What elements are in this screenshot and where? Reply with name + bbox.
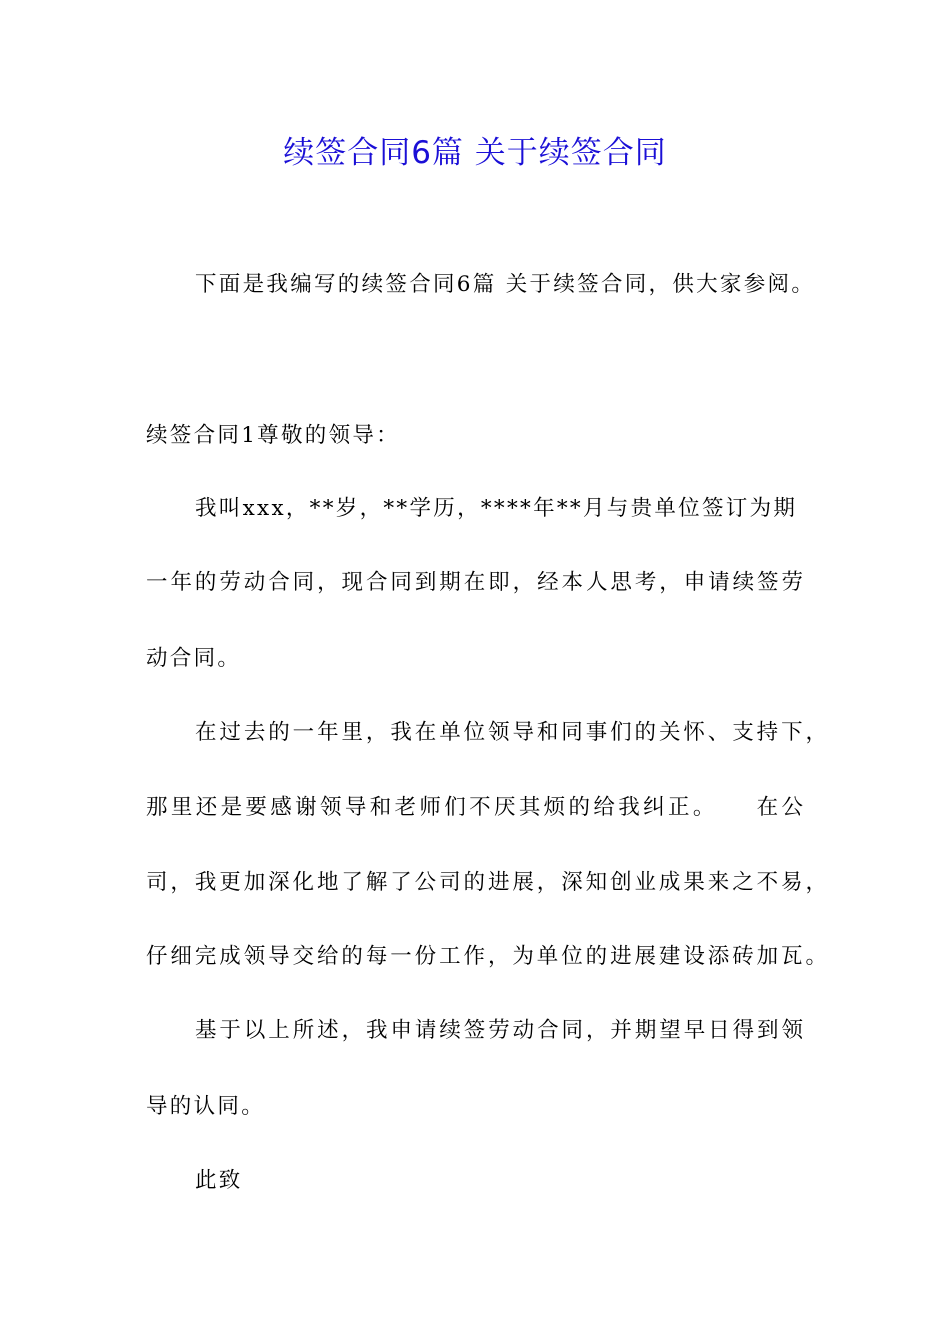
paragraph1-line2: 一年的劳动合同，现合同到期在即，经本人思考，申请续签劳 [146, 570, 803, 595]
paragraph2-line3: 司，我更加深化地了解了公司的进展，深知创业成果来之不易， [146, 870, 827, 895]
closing-text: 此致 [195, 1168, 243, 1193]
intro-text: 下面是我编写的续签合同6篇 关于续签合同，供大家参阅。 [195, 272, 816, 297]
paragraph1-line1: 我叫xxx，**岁，**学历，****年**月与贵单位签订为期 [195, 496, 798, 521]
paragraph2-line4: 仔细完成领导交给的每一份工作，为单位的进展建设添砖加瓦。 [146, 944, 827, 969]
section-heading: 续签合同1尊敬的领导： [146, 423, 400, 448]
paragraph3-line1: 基于以上所述，我申请续签劳动合同，并期望早日得到领 [195, 1018, 803, 1043]
paragraph1-line3: 动合同。 [146, 646, 242, 671]
paragraph2-line2: 那里还是要感谢领导和老师们不厌其烦的给我纠正。 在公 [146, 795, 803, 820]
document-title: 续签合同6篇 关于续签合同 [283, 135, 667, 171]
paragraph2-line1: 在过去的一年里，我在单位领导和同事们的关怀、支持下， [195, 720, 827, 745]
paragraph3-line2: 导的认同。 [146, 1094, 266, 1119]
